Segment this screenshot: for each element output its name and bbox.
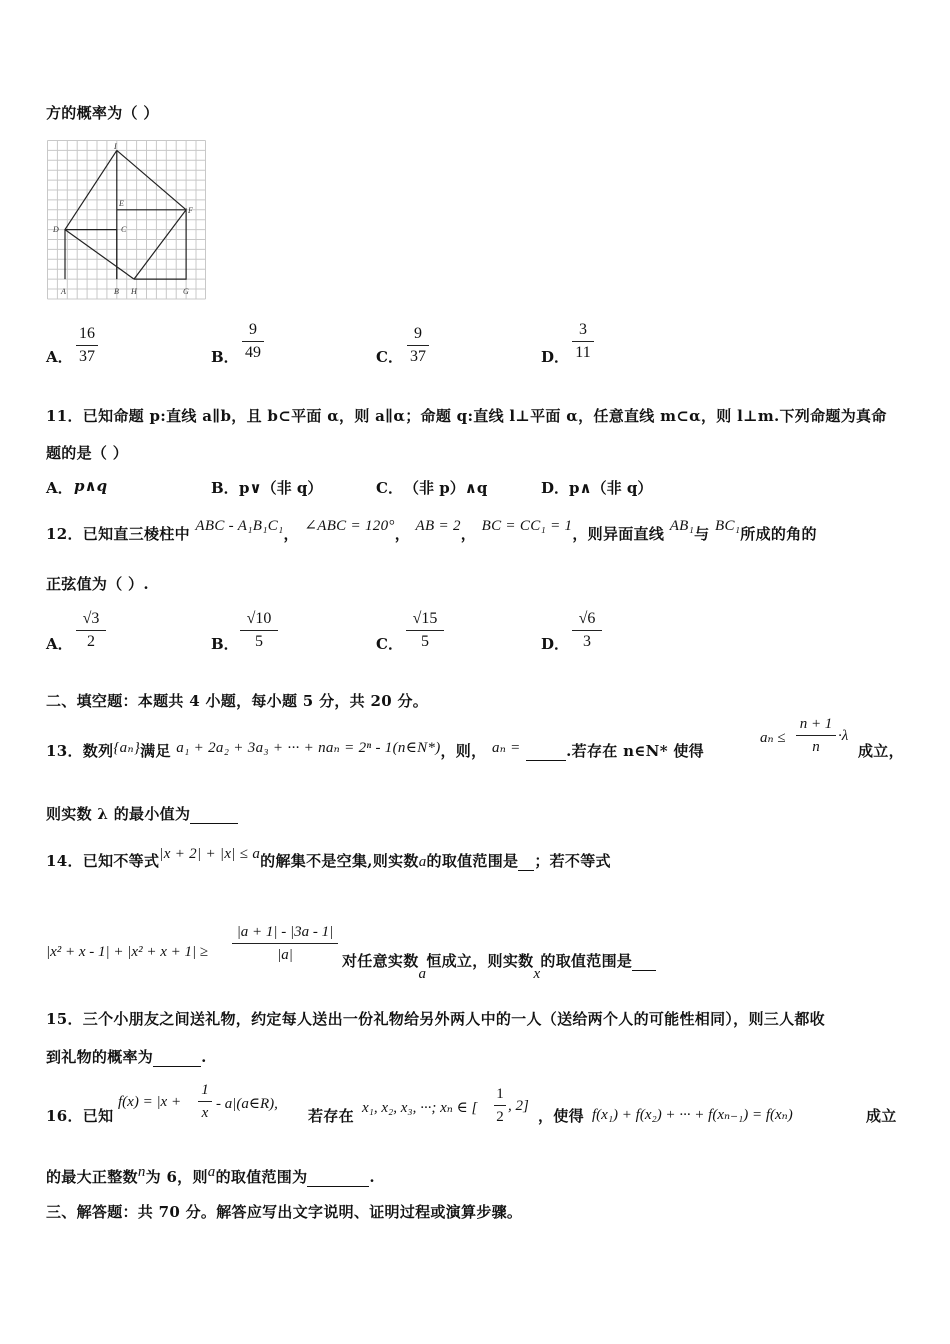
q16-tail: 成立 bbox=[866, 1107, 897, 1125]
q15-stem-line2: 到礼物的概率为 . bbox=[46, 1048, 207, 1066]
q13-stem-line2: 则实数 λ 的最小值为 bbox=[46, 803, 238, 824]
label-F: F bbox=[188, 206, 193, 215]
q11-stem-line1: 11．已知命题 p:直线 a∥b，且 b⊂平面 α，则 a∥α；命题 q:直线 l⊥平面 α，任意直线 m⊂α，则 l⊥m.下列命题为真命 bbox=[46, 407, 887, 425]
q12-stem-line2: 正弦值为（ ）. bbox=[46, 575, 149, 593]
label-D: D bbox=[53, 225, 59, 234]
section-2-heading: 二、填空题：本题共 4 小题，每小题 5 分，共 20 分。 bbox=[46, 692, 429, 710]
q13-answer-blank-1[interactable] bbox=[526, 760, 566, 761]
q13-tail: 成立， bbox=[858, 742, 904, 760]
q15-answer-blank[interactable] bbox=[153, 1066, 201, 1067]
q16-answer-blank[interactable] bbox=[307, 1186, 369, 1187]
q13-ineq-left: aₙ ≤ bbox=[760, 730, 786, 746]
fraction: √10 5 bbox=[240, 609, 278, 652]
label-E: E bbox=[119, 199, 124, 208]
fraction: 16 37 bbox=[76, 324, 98, 367]
q15-stem-line1: 15．三个小朋友之间送礼物，约定每人送出一份礼物给另外两人中的一人（送给两个人的可能性相同），则三人都收 bbox=[46, 1010, 825, 1028]
q16-interval-fraction: 1 2 bbox=[494, 1084, 506, 1127]
q16-prefix: 16．已知 bbox=[46, 1107, 114, 1125]
q14-answer-blank-2[interactable] bbox=[632, 970, 656, 971]
q13-ineq-right: ·λ bbox=[838, 728, 849, 744]
q16-stem-line2: 的最大正整数n为 6，则a的取值范围为 . bbox=[46, 1164, 375, 1186]
label-B: B bbox=[114, 287, 119, 296]
fraction: √15 5 bbox=[406, 609, 444, 652]
q14-stem-line1: 14．已知不等式|x + 2| + |x| ≤ a的解集不是空集,则实数a的取值范围是 ；若不等式 bbox=[46, 846, 611, 870]
fraction: 9 37 bbox=[407, 324, 429, 367]
q14-fraction: |a + 1| - |3a - 1| |a| bbox=[232, 922, 338, 965]
q11-stem-line2: 题的是（ ） bbox=[46, 444, 129, 462]
q13-fraction: n + 1 n bbox=[796, 714, 836, 757]
q14-answer-blank-1[interactable] bbox=[518, 870, 534, 871]
q16-interval-right: , 2] bbox=[508, 1098, 529, 1114]
label-A: A bbox=[61, 287, 66, 296]
q16-xs: x₁, x₂, x₃, ···; xₙ ∈ [ bbox=[362, 1100, 478, 1116]
fraction: √3 2 bbox=[76, 609, 106, 652]
q12-stem-line1: 12．已知直三棱柱中 ABC - A₁B₁C₁， ∠ABC = 120°， AB = 2， BC = CC₁ = 1，则异面直线 AB₁与 BC₁所成的角的 bbox=[46, 518, 817, 543]
fraction: 9 49 bbox=[242, 320, 264, 363]
q13-answer-blank-2[interactable] bbox=[190, 823, 238, 824]
q16-mid1: 若存在 bbox=[308, 1107, 354, 1125]
label-I: I bbox=[114, 142, 117, 151]
q16-f-fraction: 1 x bbox=[198, 1080, 212, 1123]
q16-f-right: - a|(a∈R), bbox=[216, 1096, 278, 1112]
q13-stem-line1: 13．数列{aₙ}满足 a₁ + 2a₂ + 3a₃ + ··· + naₙ = 2ⁿ - 1(n∈N*)，则， aₙ = .若存在 n∈N* 使得 bbox=[46, 740, 704, 760]
q16-mid2: ，使得 bbox=[538, 1107, 584, 1125]
label-G: G bbox=[183, 287, 189, 296]
fraction: 3 11 bbox=[572, 320, 594, 363]
q16-sum: f(x₁) + f(x₂) + ··· + f(xₙ₋₁) = f(xₙ) bbox=[592, 1107, 793, 1123]
grid-figure bbox=[47, 140, 206, 300]
section-3-heading: 三、解答题：共 70 分。解答应写出文字说明、证明过程或演算步骤。 bbox=[46, 1203, 523, 1221]
q16-f-left: f(x) = |x + bbox=[118, 1094, 182, 1110]
q10-tail: 方的概率为（ ） bbox=[46, 104, 159, 122]
fraction: √6 3 bbox=[572, 609, 602, 652]
label-H: H bbox=[131, 287, 137, 296]
q14-ineq2-left: |x² + x - 1| + |x² + x + 1| ≥ bbox=[46, 944, 209, 960]
label-C: C bbox=[121, 225, 127, 234]
q14-stem-line2: 对任意实数a恒成立，则实数x的取值范围是 bbox=[342, 950, 656, 971]
